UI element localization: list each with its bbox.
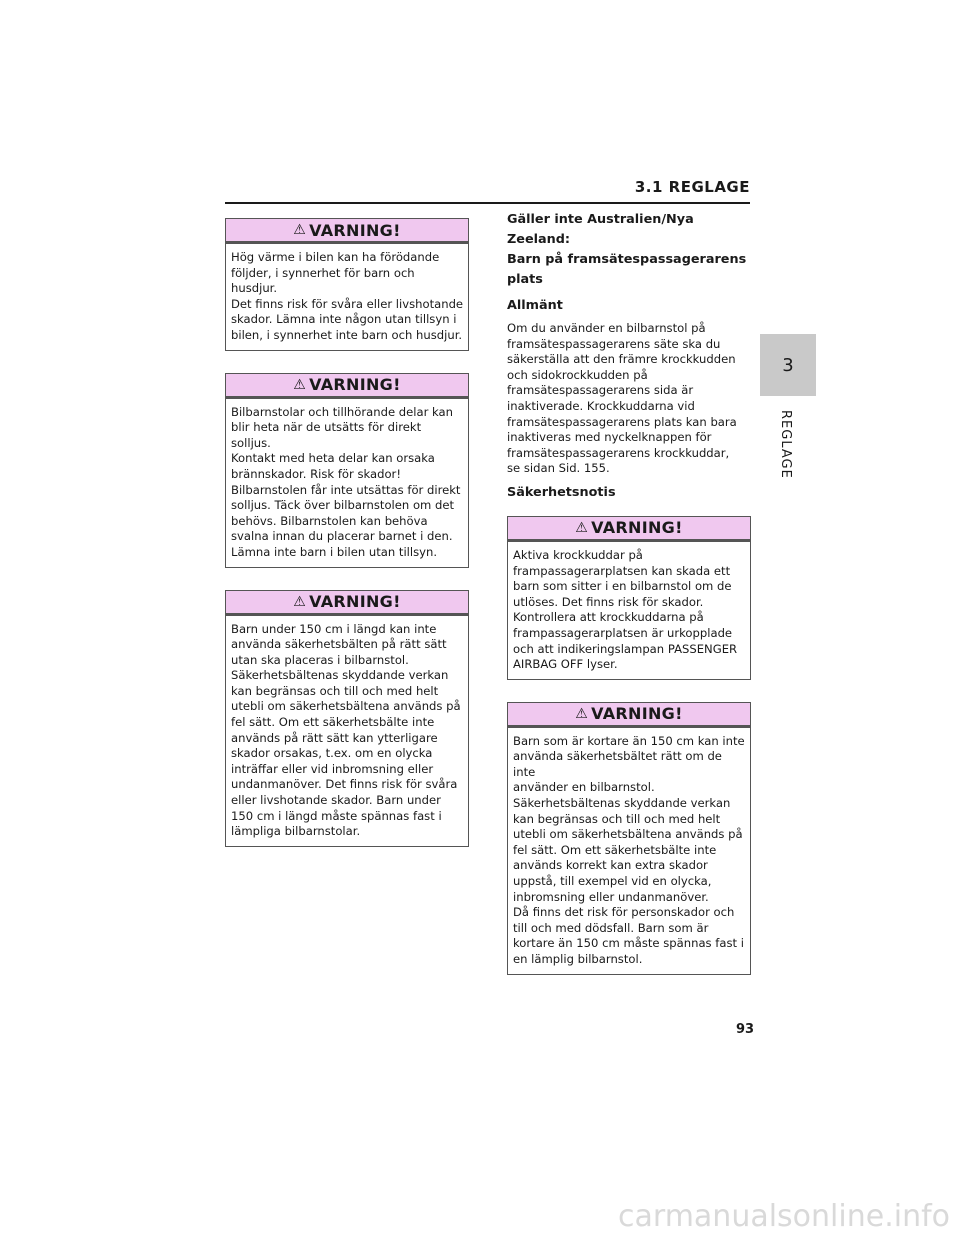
subheading-general: Allmänt bbox=[507, 298, 563, 313]
warning-header bbox=[226, 591, 468, 616]
chapter-number: 3 bbox=[782, 354, 794, 376]
warning-header bbox=[226, 219, 468, 244]
chapter-tab bbox=[760, 334, 816, 396]
page-number: 93 bbox=[736, 1022, 755, 1037]
warning-box bbox=[225, 218, 469, 351]
watermark: carmanualsonline.info bbox=[618, 1199, 950, 1234]
warning-icon: ⚠ bbox=[293, 222, 307, 238]
warning-label: VARNING! bbox=[591, 518, 683, 538]
section-title: Gäller inte Australien/Nya Zeeland: bbox=[507, 212, 694, 247]
chapter-tab-label: REGLAGE bbox=[778, 410, 793, 479]
warning-label: VARNING! bbox=[309, 375, 401, 395]
header-rule bbox=[225, 202, 750, 204]
left-column bbox=[225, 218, 469, 869]
warning-icon: ⚠ bbox=[293, 376, 307, 393]
warning-label: VARNING! bbox=[591, 704, 683, 724]
subheading-safety: Säkerhetsnotis bbox=[507, 484, 616, 500]
warning-text: Bilbarnstolar och tillhörande delar kan blir heta när de utsätts för direkt solljus. Kontakt med heta delar kan orsaka brännskador. Risk för skador! Bilbarnstolen får inte utsättas för direkt solljus. Täck över bilbarnstolen om det behövs. Bilbarnstolen kan behöva svalna innan du placerar barnet i den. Lämna inte barn i bilen utan tillsyn. bbox=[231, 404, 461, 559]
warning-icon: ⚠ bbox=[293, 593, 307, 610]
warning-box bbox=[507, 516, 751, 680]
section-title: Barn på framsätespassagerarens plats bbox=[507, 252, 747, 287]
warning-text: Barn som är kortare än 150 cm kan inte använda säkerhetsbältet rätt om de inte använder en bilbarnstol. Säkerhetsbältenas skyddande verkan kan begränsas och till och med helt utebli om säkerhetsbältena används på fel sätt. Om ett säkerhetsbälte inte används korrekt kan extra skador uppstå, till exempel vid en olycka, inbromsning eller undanmanöver. Då finns det risk för personskador och till och med dödsfall. Barn som är kortare än 150 cm måste spännas fast i en lämplig bilbarnstol. bbox=[513, 733, 745, 966]
warning-text: Aktiva krockkuddar på frampassagerarplatsen kan skada ett barn som sitter i en bilbarnstol om de utlöses. Det finns risk för skador. Kontrollera att krockkuddarna på frampassagerarplatsen är urkopplade och att indikeringslampan PASSENGER AIRBAG OFF lyser. bbox=[513, 547, 738, 672]
warning-header bbox=[508, 703, 750, 728]
warning-box bbox=[225, 590, 469, 847]
paragraph: Om du använder en bilbarnstol på framsätespassagerarens säte ska du säkerställa att den främre krockkudden och sidokrockkudden på framsätespassagerarens sida är inaktiverade. Krockkuddarna vid framsätespassagerarens plats kan bara inaktiveras med nyckelknappen för framsätespassagerarens krockkuddar, se sidan Sid. 155. bbox=[507, 321, 737, 476]
section-header: 3.1 REGLAGE bbox=[634, 178, 750, 196]
warning-text: Barn under 150 cm i längd kan inte använda säkerhetsbälten på rätt sätt utan ska placeras i bilbarnstol. Säkerhetsbältenas skyddande verkan kan begränsas och till och med helt utebli om säkerhetsbältena används på fel sätt. Om ett säkerhetsbälte inte används på rätt sätt kan ytterligare skador orsakas, t.ex. om en olycka inträffar eller vid inbromsning eller undanmanöver. Det finns risk för svåra eller livshotande skador. Barn under 150 cm i längd måste spännas fast i lämpliga bilbarnstolar. bbox=[231, 621, 461, 839]
warning-icon: ⚠ bbox=[575, 705, 589, 722]
warning-header bbox=[226, 374, 468, 399]
warning-text: Hög värme i bilen kan ha förödande följder, i synnerhet för barn och husdjur. Det finns risk för svåra eller livshotande skador. Lämna inte någon utan tillsyn i bilen, i synnerhet inte barn och husdjur. bbox=[231, 250, 464, 342]
warning-icon: ⚠ bbox=[575, 519, 589, 536]
warning-box bbox=[225, 373, 469, 568]
warning-header bbox=[508, 517, 750, 542]
warning-label: VARNING! bbox=[309, 220, 401, 240]
warning-label: VARNING! bbox=[309, 592, 401, 611]
right-column bbox=[507, 210, 751, 997]
warning-box bbox=[507, 702, 751, 975]
